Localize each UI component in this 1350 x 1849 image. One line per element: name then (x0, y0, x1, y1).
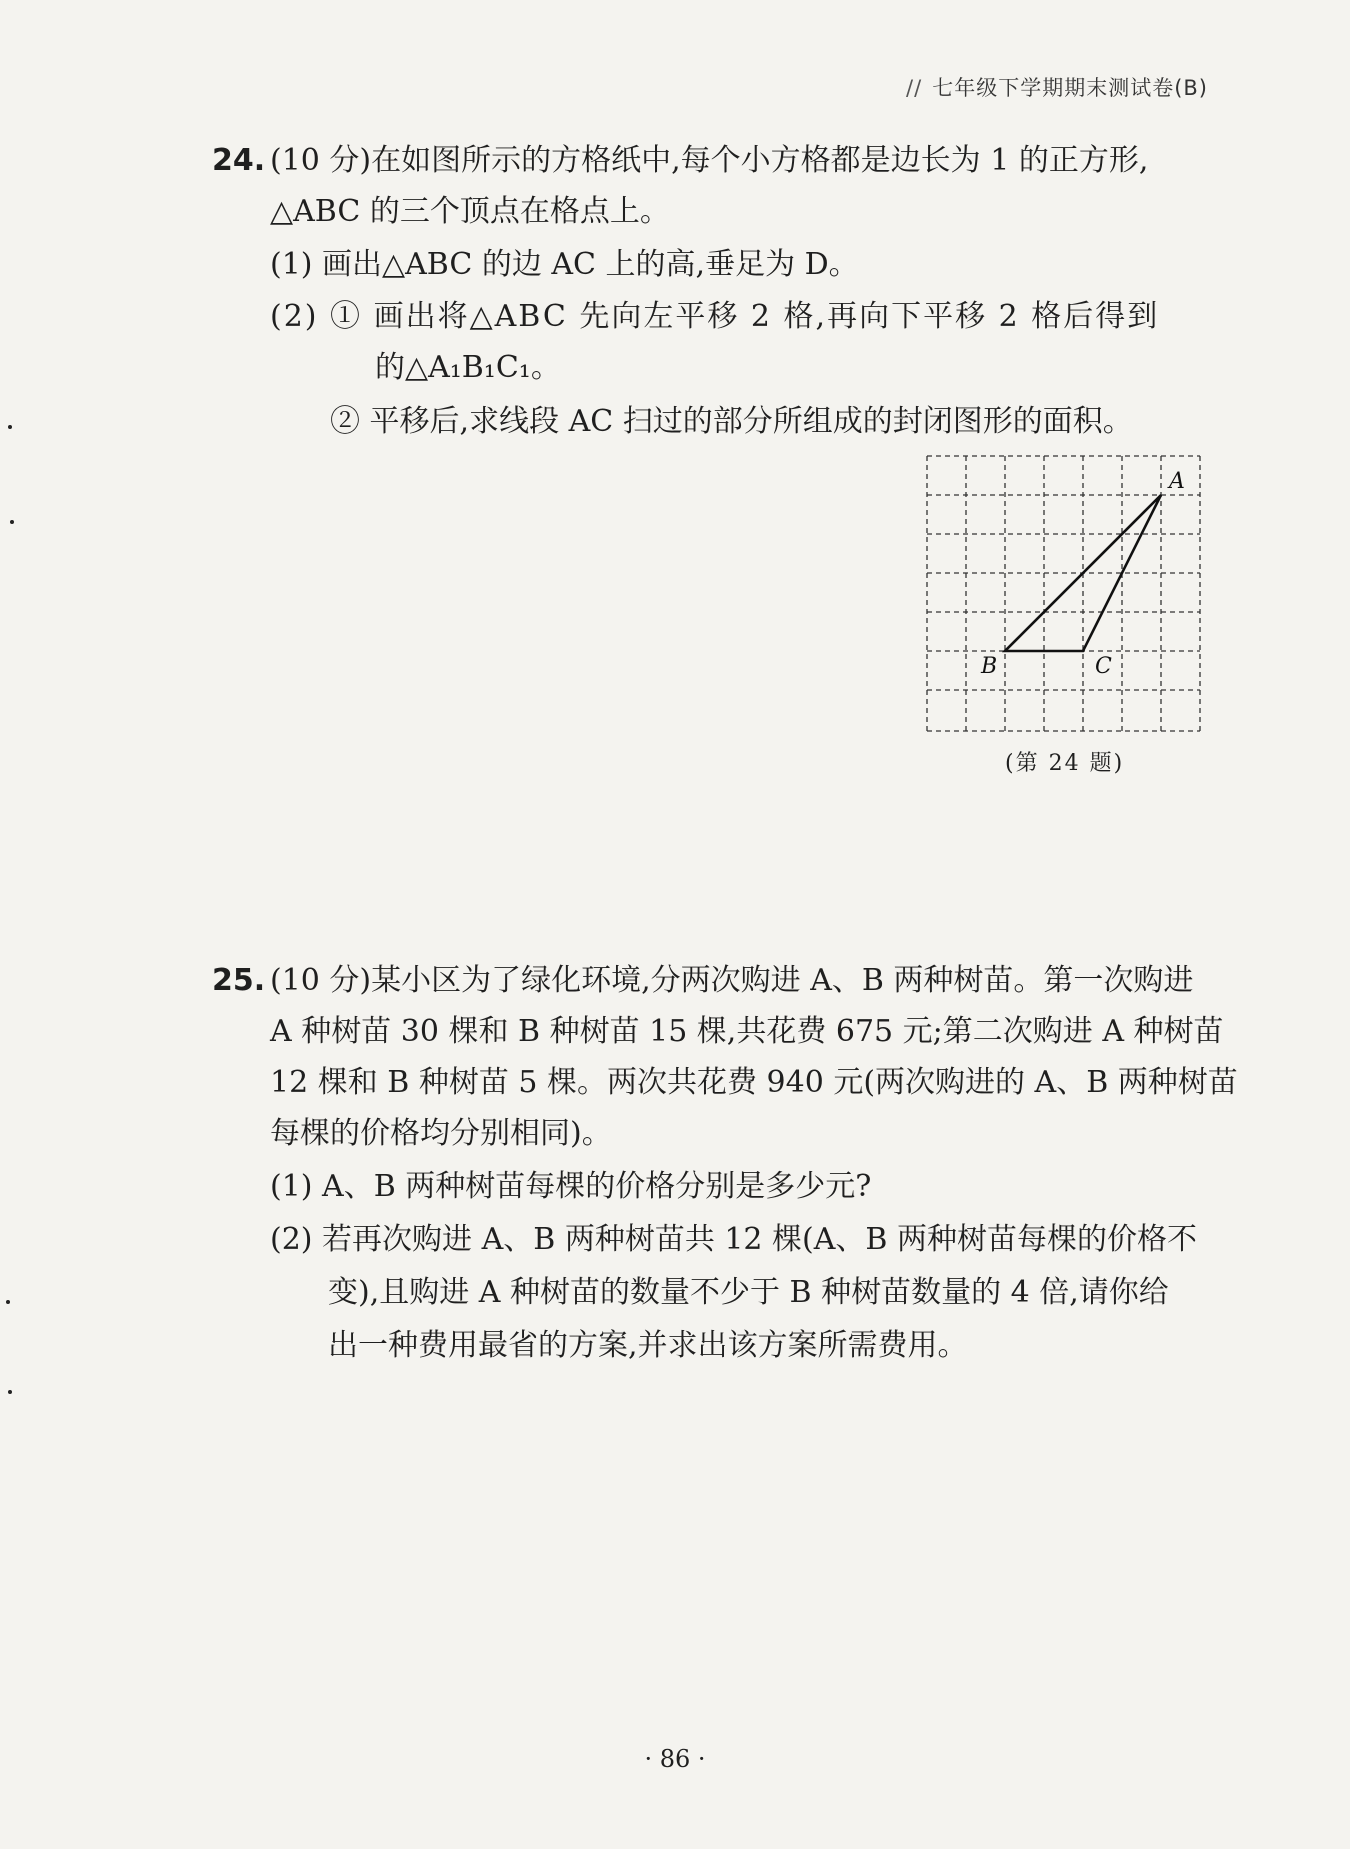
header-slashes: // (906, 76, 923, 100)
q25-part-2-line-2: 变),且购进 A 种树苗的数量不少于 B 种树苗数量的 4 倍,请你给 (328, 1275, 1169, 1310)
q24-part-2-line-1: (2) ① 画出将△ABC 先向左平移 2 格,再向下平移 2 格后得到 (270, 299, 1160, 334)
q25-stem-line-3: 12 棵和 B 种树苗 5 棵。两次共花费 940 元(两次购进的 A、B 两种树苗 (270, 1065, 1238, 1100)
vertex-label-c: C (1095, 654, 1112, 679)
q24-part-2-line-2: 的△A₁B₁C₁。 (375, 350, 561, 385)
q24-figure (905, 448, 1235, 778)
vertex-label-b: B (981, 654, 998, 679)
header-title: 七年级下学期期末测试卷(B) (932, 76, 1208, 100)
q24-stem-line-1: (10 分)在如图所示的方格纸中,每个小方格都是边长为 1 的正方形, (270, 143, 1149, 178)
q25-part-1: (1) A、B 两种树苗每棵的价格分别是多少元? (270, 1169, 872, 1204)
q24-part-1: (1) 画出△ABC 的边 AC 上的高,垂足为 D。 (270, 247, 859, 282)
page-number: · 86 · (644, 1745, 706, 1773)
q25-stem-line-1: (10 分)某小区为了绿化环境,分两次购进 A、B 两种树苗。第一次购进 (270, 963, 1194, 998)
q24-stem-line-2: △ABC 的三个顶点在格点上。 (270, 194, 670, 229)
q25-stem-line-4: 每棵的价格均分别相同)。 (270, 1116, 612, 1151)
q24-figure-caption: (第 24 题) (1005, 751, 1125, 776)
question-25-number: 25. (212, 963, 266, 998)
vertex-label-a: A (1169, 469, 1185, 494)
grid-figure (905, 448, 1235, 778)
page-header (906, 72, 1208, 102)
q24-part-2-line-3: ② 平移后,求线段 AC 扫过的部分所组成的封闭图形的面积。 (330, 404, 1133, 439)
q25-stem-line-2: A 种树苗 30 棵和 B 种树苗 15 棵,共花费 675 元;第二次购进 A 种树苗 (270, 1014, 1224, 1049)
question-24-number: 24. (212, 143, 266, 178)
q25-part-2-line-3: 出一种费用最省的方案,并求出该方案所需费用。 (328, 1328, 968, 1363)
q25-part-2-line-1: (2) 若再次购进 A、B 两种树苗共 12 棵(A、B 两种树苗每棵的价格不 (270, 1222, 1198, 1257)
